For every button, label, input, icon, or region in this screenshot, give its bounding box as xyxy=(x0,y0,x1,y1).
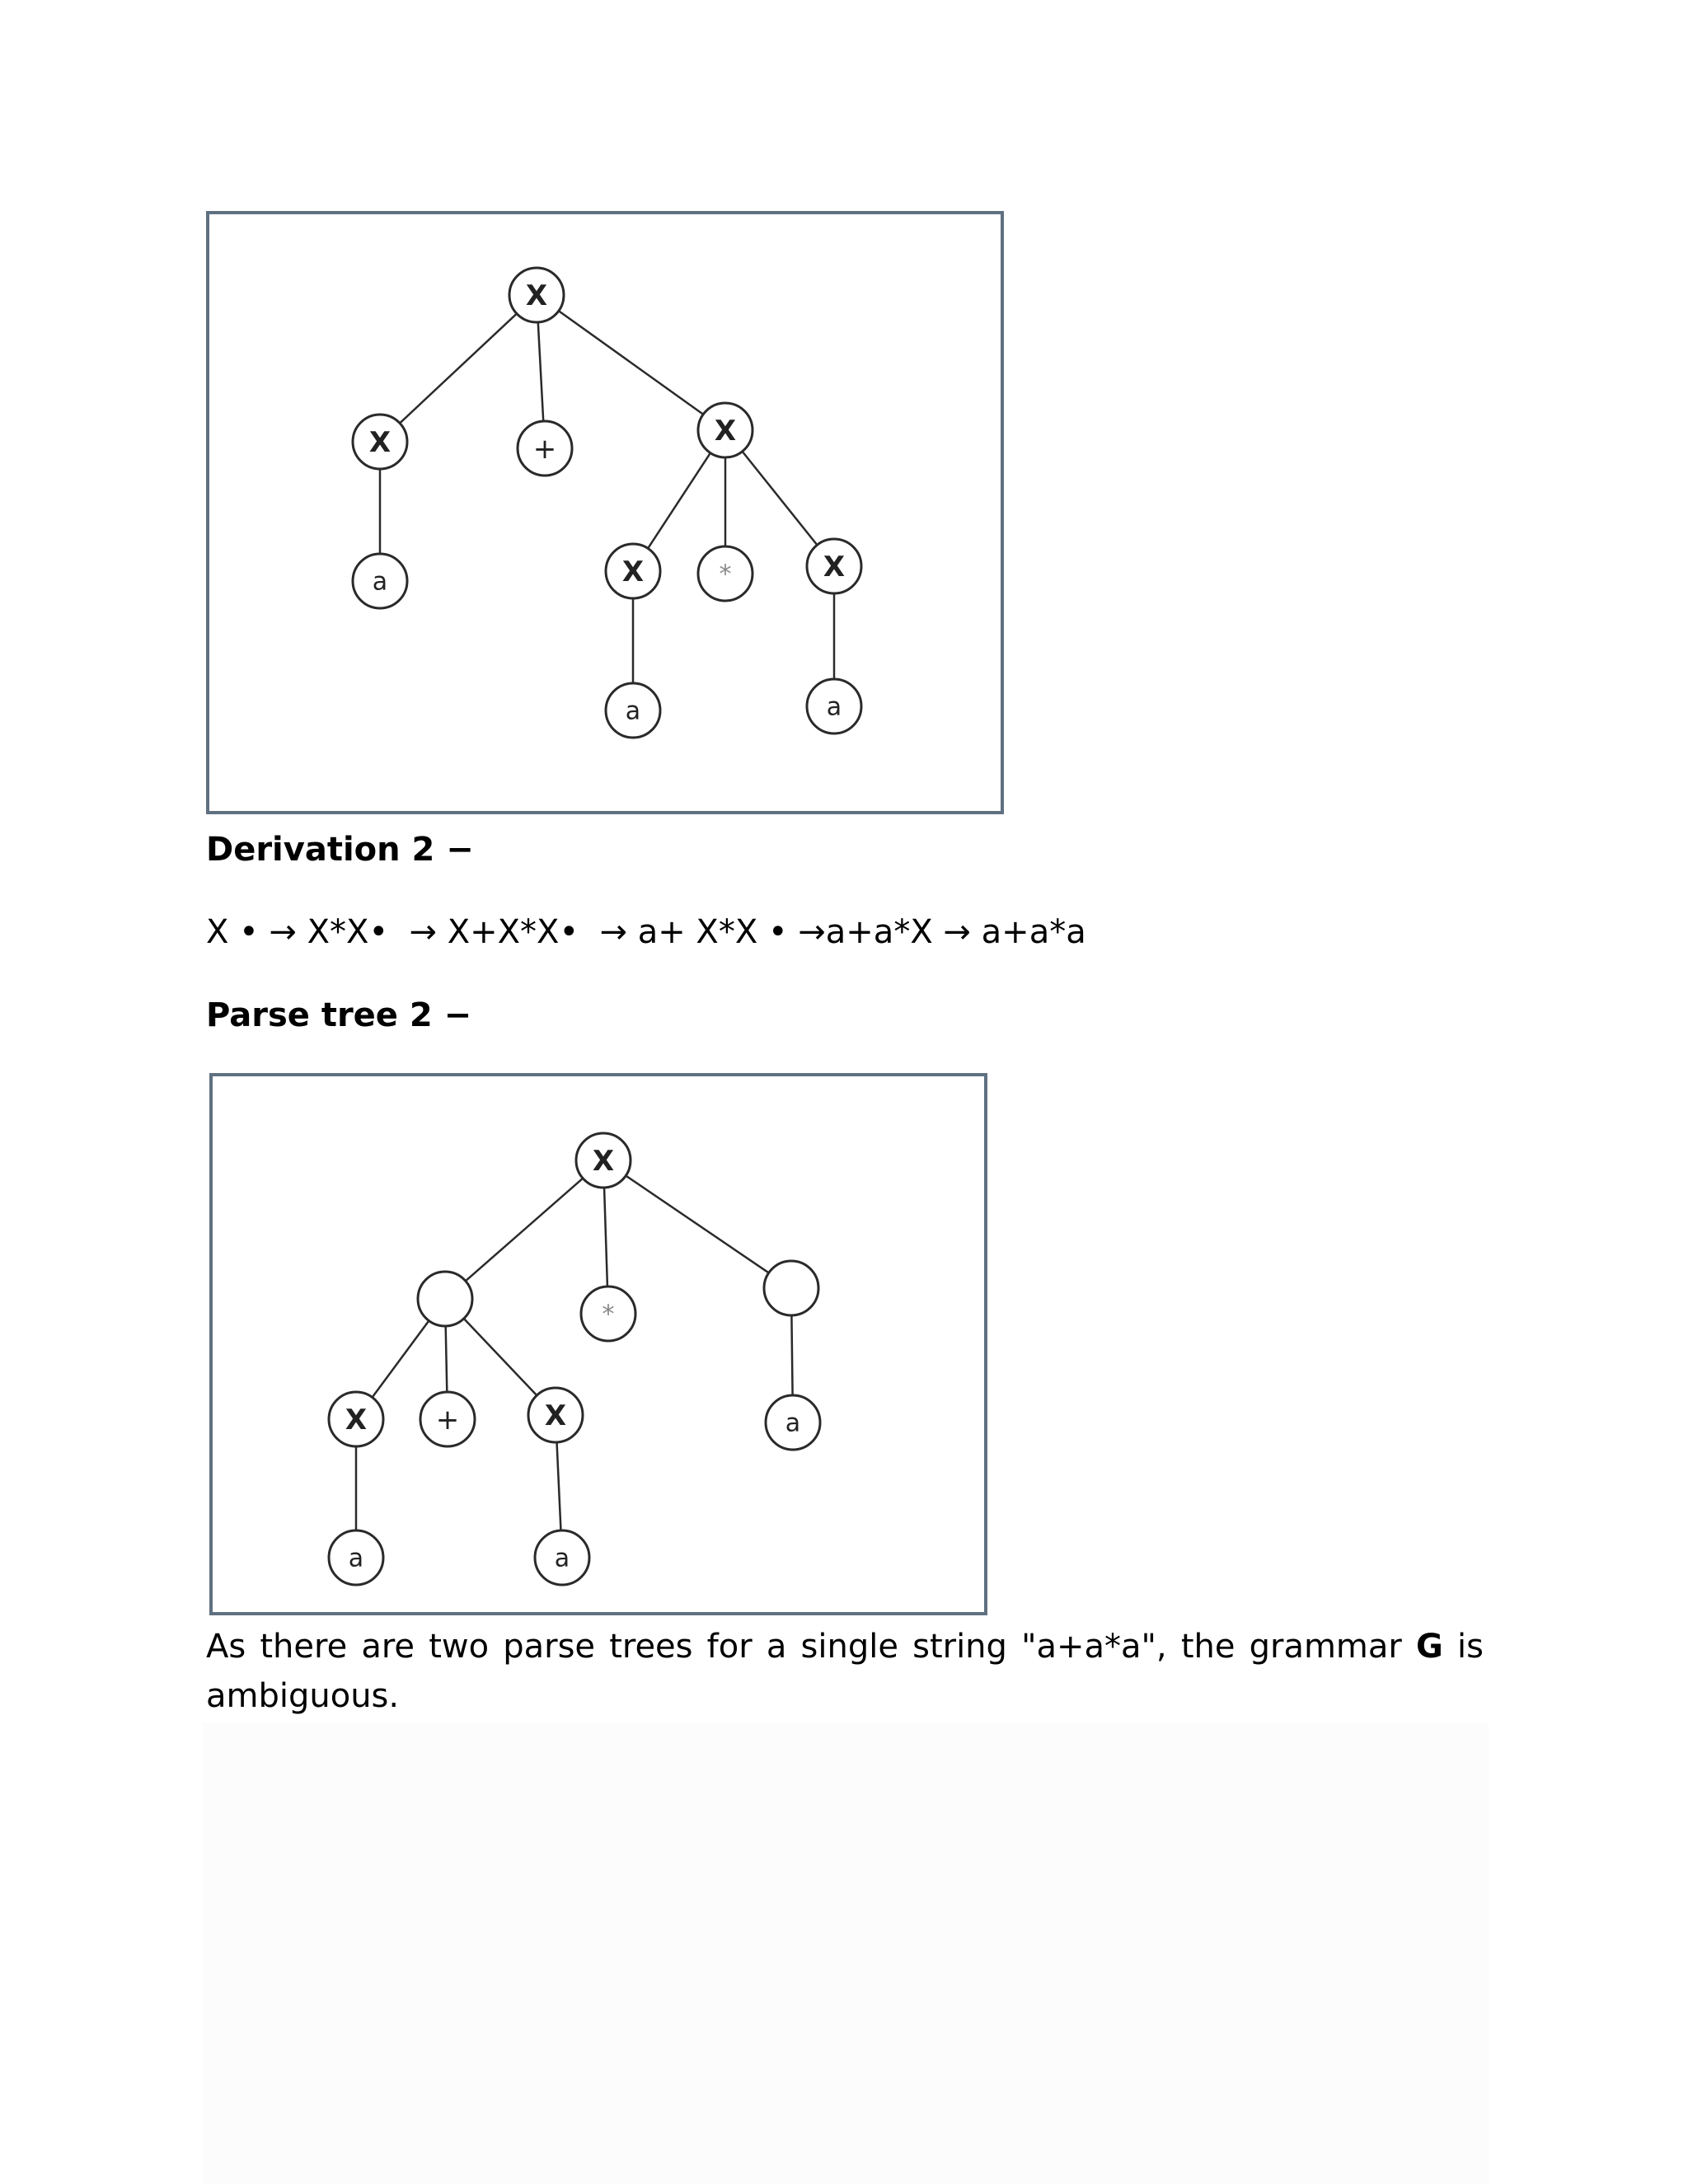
parse-tree-1-node-r xyxy=(698,403,753,457)
parse-tree-2-edge-l-lplus xyxy=(446,1326,448,1392)
conclusion-text-before: As there are two parse trees for a single string "a+a*a", the grammar xyxy=(206,1628,1417,1666)
parse-tree-2-node-label: X xyxy=(592,1145,615,1178)
parse-tree-1-node-label: * xyxy=(719,560,732,589)
conclusion-paragraph xyxy=(206,1622,1484,1721)
parse-tree-2-edge-r-ra xyxy=(791,1315,792,1395)
parse-tree-2-node-circle xyxy=(764,1261,818,1315)
parse-tree-1-node-rr xyxy=(807,539,861,593)
parse-tree-1-node-la xyxy=(353,554,407,608)
parse-tree-2-node-lx1 xyxy=(329,1392,383,1446)
parse-tree-2-node-root xyxy=(576,1133,631,1188)
parse-tree-2-node-lplus xyxy=(420,1392,475,1446)
parse-tree-1-node-label: a xyxy=(625,696,641,726)
parse-tree-2-figure xyxy=(206,1070,992,1619)
parse-tree-2-node-lx2a xyxy=(535,1530,589,1585)
parse-tree-1-node-root xyxy=(509,268,564,322)
parse-tree-1-node-label: X xyxy=(621,555,645,588)
parse-tree-1-frame xyxy=(208,213,1002,813)
parse-tree-2-node-label: X xyxy=(345,1404,368,1436)
parse-tree-1-node-plus xyxy=(518,421,572,476)
parse-tree-2-node-label: X xyxy=(544,1399,567,1432)
parse-tree-1-node-rstar xyxy=(698,546,753,601)
parse-tree-1-figure xyxy=(203,206,1010,821)
parse-tree-1-node-label: a xyxy=(372,567,388,597)
parse-tree-1-node-label: X xyxy=(714,415,737,448)
parse-tree-2-heading: Parse tree 2 − xyxy=(206,996,472,1034)
parse-tree-2-node-ra xyxy=(766,1395,820,1450)
derivation-2-heading: Derivation 2 − xyxy=(206,831,474,869)
parse-tree-2-node-lx2 xyxy=(528,1388,583,1442)
parse-tree-2-node-label: * xyxy=(602,1300,615,1329)
parse-tree-1-node-rl xyxy=(606,544,660,598)
parse-tree-1-node-label: X xyxy=(823,551,846,583)
page-bottom-shade xyxy=(203,1722,1489,2184)
conclusion-text-after: is ambiguous. xyxy=(206,1628,1484,1715)
grammar-symbol: G xyxy=(1416,1628,1443,1666)
parse-tree-1-node-label: X xyxy=(525,279,548,312)
parse-tree-2-node-label: a xyxy=(554,1544,570,1573)
parse-tree-2-node-star xyxy=(581,1286,635,1341)
parse-tree-1-node-rla xyxy=(606,683,660,738)
parse-tree-1-node-label: X xyxy=(368,426,392,459)
parse-tree-1-node-label: a xyxy=(826,692,842,722)
derivation-2-steps: X • → X*X• → X+X*X• → a+ X*X • →a+a*X → a+a*a xyxy=(206,913,1086,951)
parse-tree-2-node-r xyxy=(764,1261,818,1315)
parse-tree-2-node-lx1a xyxy=(329,1530,383,1585)
parse-tree-2-node-label: a xyxy=(348,1544,364,1573)
parse-tree-2-node-circle xyxy=(418,1272,472,1326)
parse-tree-1-node-l xyxy=(353,415,407,469)
parse-tree-2-node-label: a xyxy=(785,1408,801,1438)
parse-tree-2-node-label: + xyxy=(435,1404,460,1436)
parse-tree-1-node-rra xyxy=(807,679,861,733)
parse-tree-1-node-label: + xyxy=(532,433,557,466)
parse-tree-2-node-l xyxy=(418,1272,472,1326)
